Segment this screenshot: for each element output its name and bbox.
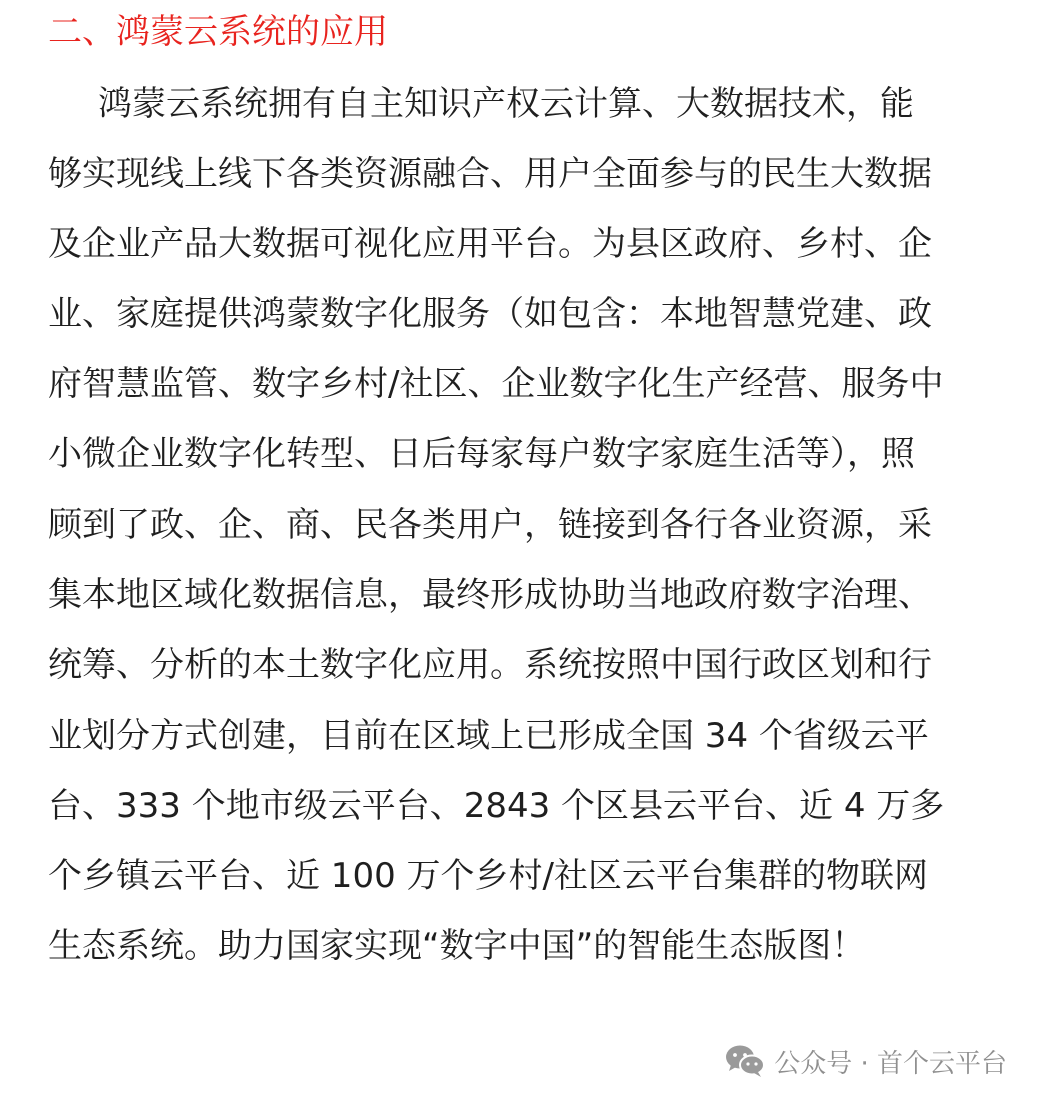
body-line: 统筹、分析的本土数字化应用。系统按照中国行政区划和行: [48, 645, 932, 685]
body-line: 业、家庭提供鸿蒙数字化服务（如包含：本地智慧党建、政: [48, 294, 932, 334]
watermark-text: 公众号 · 首个云平台: [774, 1048, 1007, 1079]
body-line: 小微企业数字化转型、日后每家每户数字家庭生活等），照: [48, 434, 915, 474]
body-line: 鸿蒙云系统拥有自主知识产权云计算、大数据技术，能: [98, 84, 914, 124]
body-line: 及企业产品大数据可视化应用平台。为县区政府、乡村、企: [48, 224, 932, 264]
body-line: 顾到了政、企、商、民各类用户，链接到各行各业资源，采: [48, 505, 932, 545]
wechat-icon: [724, 1043, 766, 1079]
body-line: 生态系统。助力国家实现“数字中国”的智能生态版图！: [48, 926, 866, 966]
section-heading: 二、鸿蒙云系统的应用: [48, 12, 388, 52]
body-line: 业划分方式创建，目前在区域上已形成全国 34 个省级云平: [48, 716, 929, 756]
body-line: 够实现线上线下各类资源融合、用户全面参与的民生大数据: [48, 154, 932, 194]
wechat-watermark: [724, 1041, 1007, 1081]
body-line: 台、333 个地市级云平台、2843 个区县云平台、近 4 万多: [48, 786, 945, 826]
body-line: 府智慧监管、数字乡村/社区、企业数字化生产经营、服务中: [48, 364, 944, 404]
body-line: 集本地区域化数据信息，最终形成协助当地政府数字治理、: [48, 575, 932, 615]
body-line: 个乡镇云平台、近 100 万个乡村/社区云平台集群的物联网: [48, 856, 928, 896]
